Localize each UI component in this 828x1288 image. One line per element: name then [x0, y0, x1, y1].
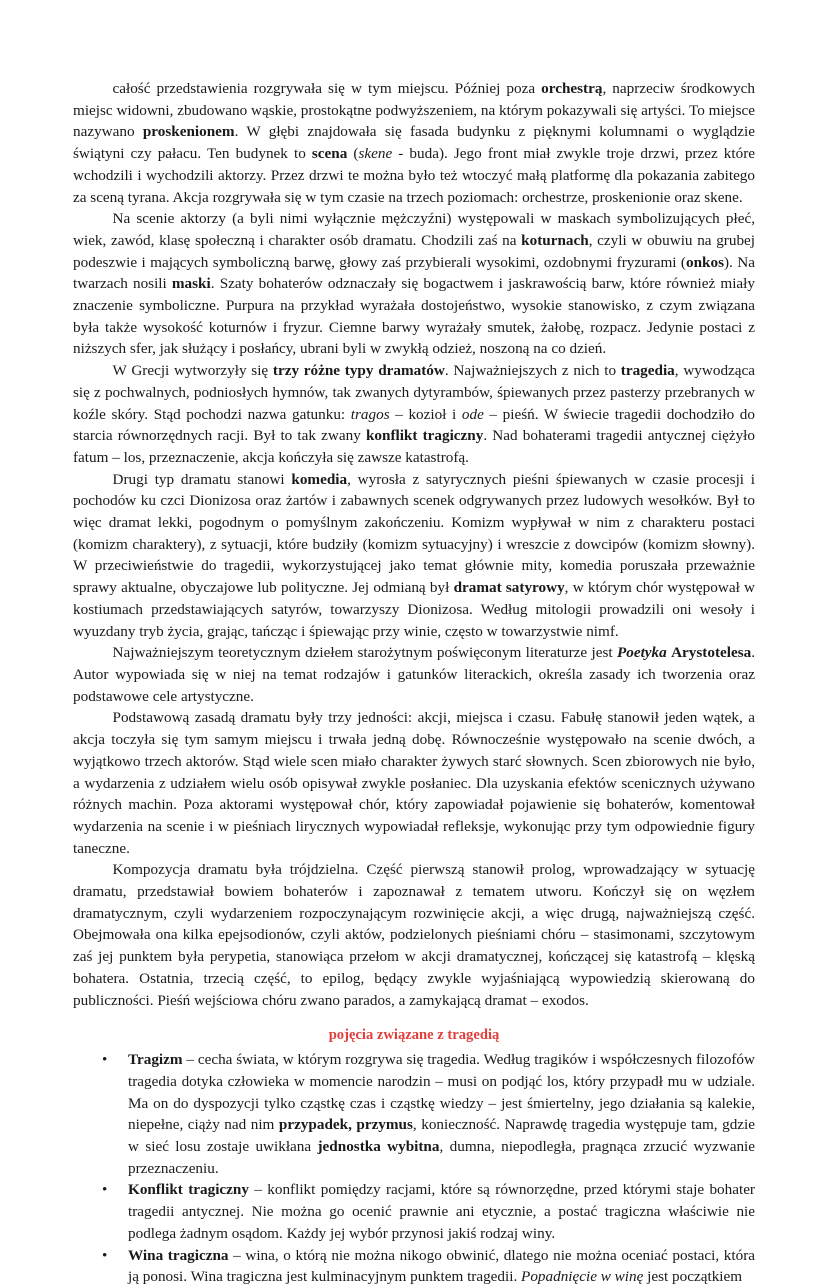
- list-item-konflikt-tragiczny: [73, 1179, 755, 1244]
- bullet-icon: •: [102, 1051, 108, 1069]
- section-heading-tragedy-terms: pojęcia związane z tragedią: [328, 1027, 500, 1044]
- bullet-icon: •: [102, 1246, 108, 1264]
- tragedy-terms-list: [73, 1049, 755, 1288]
- paragraph-composition: Kompozycja dramatu była trójdzielna. Część pierwszą stanowił prolog, wprowadzający w sytuację dramatu, przedstawiał bowiem bohaterów i zapoznawał z tematem utworu. Kończył się on węzłem dramatycznym, czyli wydarzeniem rozpoczynającym rozwinięcie akcji, a więc drugą, najważniejszą część. Obejmowała ona kilka epejsodionów, czyli aktów, podzielonych pieśniami chóru – stasimonami, szczytowym zaś jej punktem była perypetia, stanowiąca przełom w akcji dramatycznej, kończącej się katastrofą – klęską bohatera. Ostatnia, trzecią część, to epilog, będący zwykle wyjaśniającą wypowiedzią skierowaną do publiczności. Pieśń wejściowa chóru zwano parados, a zamykającą dramat – exodos.: [73, 861, 755, 1009]
- paragraph-three-unities: Podstawową zasadą dramatu były trzy jedności: akcji, miejsca i czasu. Fabułę stanowił jeden wątek, a akcja toczyła się tym samym miejscu i trwała jedną dobę. Równocześnie występowało na scenie dwóch, a wyjątkowo trzech aktorów. Stąd wiele scen miało charakter żywych starć słownych. Scen zbiorowych nie było, a wydarzenia z udziałem wielu osób opisywał zwykle posłaniec. Dla uzyskania efektów scenicznych używano różnych machin. Poza aktorami występował chór, który zapowiadał pojawienie się bohaterów, komentował wydarzenia na scenie i w pieśniach lirycznych wypowiadał refleksje, wykonując przy tym odpowiednie figury taneczne.: [73, 709, 755, 857]
- paragraph-poetics: Najważniejszym teoretycznym dziełem starożytnym poświęconym literaturze jest Poetyka Arystotelesa. Autor wypowiada się w niej na temat rodzajów i gatunków literackich, określa zasady ich tworzenia oraz podstawowe cele artystyczne.: [73, 644, 756, 705]
- paragraph-comedy: Drugi typ dramatu stanowi komedia, wyrosła z satyrycznych pieśni śpiewanych w czasie procesji i pochodów ku czci Dionizosa oraz żartów i zabawnych scenek odgrywanych przez ludowych wesołków. Był to więc dramat lekki, pogodnym o pomyślnym zakończeniu. Komizm wypływał w nim z charakteru postaci (komizm charaktery), z sytuacji, które budziły (komizm sytuacyjny) i wreszcie z dowcipów (komizm słowny). W przeciwieństwie do tragedii, wykorzystującej jako temat głównie mity, komedia poruszała przeważnie sprawy aktualne, obyczajowe lub polityczne. Jej odmianą był dramat satyrowy, w którym chór występował w kostiumach przedstawiających satyrów, towarzyszy Dionizosa. Według mitologii prowadzili oni wesoły i wyuzdany tryb życia, grając, tańcząc i śpiewając przy winie, często w towarzystwie nimf.: [73, 470, 755, 640]
- paragraph-drama-types: W Grecji wytworzyły się trzy różne typy dramatów. Najważniejszych z nich to tragedia, wywodząca się z pochwalnych, podniosłych hymnów, tak zwanych dytyrambów, śpiewanych przez pasterzy przebranych w koźle skóry. Stąd pochodzi nazwa gatunku: tragos – kozioł i ode – pieśń. W świecie tragedii dochodziło do starcia równorzędnych racji. Był to tak zwany konflikt tragiczny. Nad bohaterami tragedii antycznej ciężyło fatum – los, przeznaczenie, akcja kończyła się zawsze katastrofą.: [73, 362, 755, 466]
- list-item-text: Konflikt tragiczny – konflikt pomiędzy racjami, które są równorzędne, przed którymi staje bohater tragedii antycznej. Nie można go ocenić prawnie ani etycznie, a postać tragiczna właściwie nie podlega żadnym osądom. Każdy jej wybór przynosi jakiś rodzaj winy.: [128, 1181, 755, 1242]
- list-item-wina-tragiczna: [73, 1245, 755, 1288]
- list-item-text: Wina tragiczna – wina, o którą nie można nikogo obwinić, dlatego nie można oceniać postaci, która ją ponosi. Wina tragiczna jest kulminacyjnym punktem tragedii. Popadnięcie w winę jest początkiem: [128, 1246, 756, 1286]
- bullet-icon: •: [102, 1181, 108, 1199]
- document-content: [73, 78, 755, 1288]
- list-item-tragizm: [73, 1049, 755, 1179]
- paragraph-theatre-structure: całość przedstawienia rozgrywała się w tym miejscu. Później poza orchestrą, naprzeciw środkowych miejsc widowni, zbudowano wąskie, prostokątne podwyższeniem, na którym pokazywali się artyści. To miejsce nazywano proskenionem. W głębi znajdowała się fasada budynku z pięknymi kolumnami o wyglądzie świątyni czy pałacu. Ten budynek to scena (skene - buda). Jego front miał zwykle troje drzwi, przez które wchodzili i wychodzili aktorzy. Przez drzwi te można było też wtoczyć małą platformę dla pokazania zabitego za sceną tyrana. Akcja rozgrywała się w tym czasie na trzech poziomach: orchestrze, proskenionie oraz skene.: [73, 80, 755, 206]
- list-item-text: Tragizm – cecha świata, w którym rozgrywa się tragedia. Według tragików i współczesnych filozofów tragedia dotyka człowieka w momencie narodzin – musi on podjąć los, który przypadł mu w udziale. Ma on do dyspozycji tylko cząstkę czas i cząstkę wiedzy – jest śmiertelny, jego działania są kalekie, niepełne, ciąży nad nim przypadek, przymus, konieczność. Naprawdę tragedia występuje tam, gdzie w sieć losu zostaje uwikłana jednostka wybitna, dumna, niepodległa, pragnąca zrzucić wyzwanie przeznaczeniu.: [128, 1051, 756, 1177]
- paragraph-actors-masks: Na scenie aktorzy (a byli nimi wyłącznie mężczyźni) występowali w maskach symbolizujących płeć, wiek, zawód, klasę społeczną i charakter osób dramatu. Chodzili zaś na koturnach, czyli w obuwiu na grubej podeszwie i mających symboliczną barwę, głowy zaś przybierali wysokimi, ozdobnymi fryzurami (onkos). Na twarzach nosili maski. Szaty bohaterów odznaczały się bogactwem i jaskrawością barw, które również miały znaczenie symboliczne. Purpura na przykład wyrażała dostojeństwo, wysokie stanowisko, z czym związana była także wysokość koturnów i fryzur. Ciemne barwy wyrażały smutek, żałobę, rozpacz. Jedynie postaci z niższych sfer, jak służący i posłańcy, ubrani byli w zwykłą odzież, noszoną na co dzień.: [73, 210, 755, 358]
